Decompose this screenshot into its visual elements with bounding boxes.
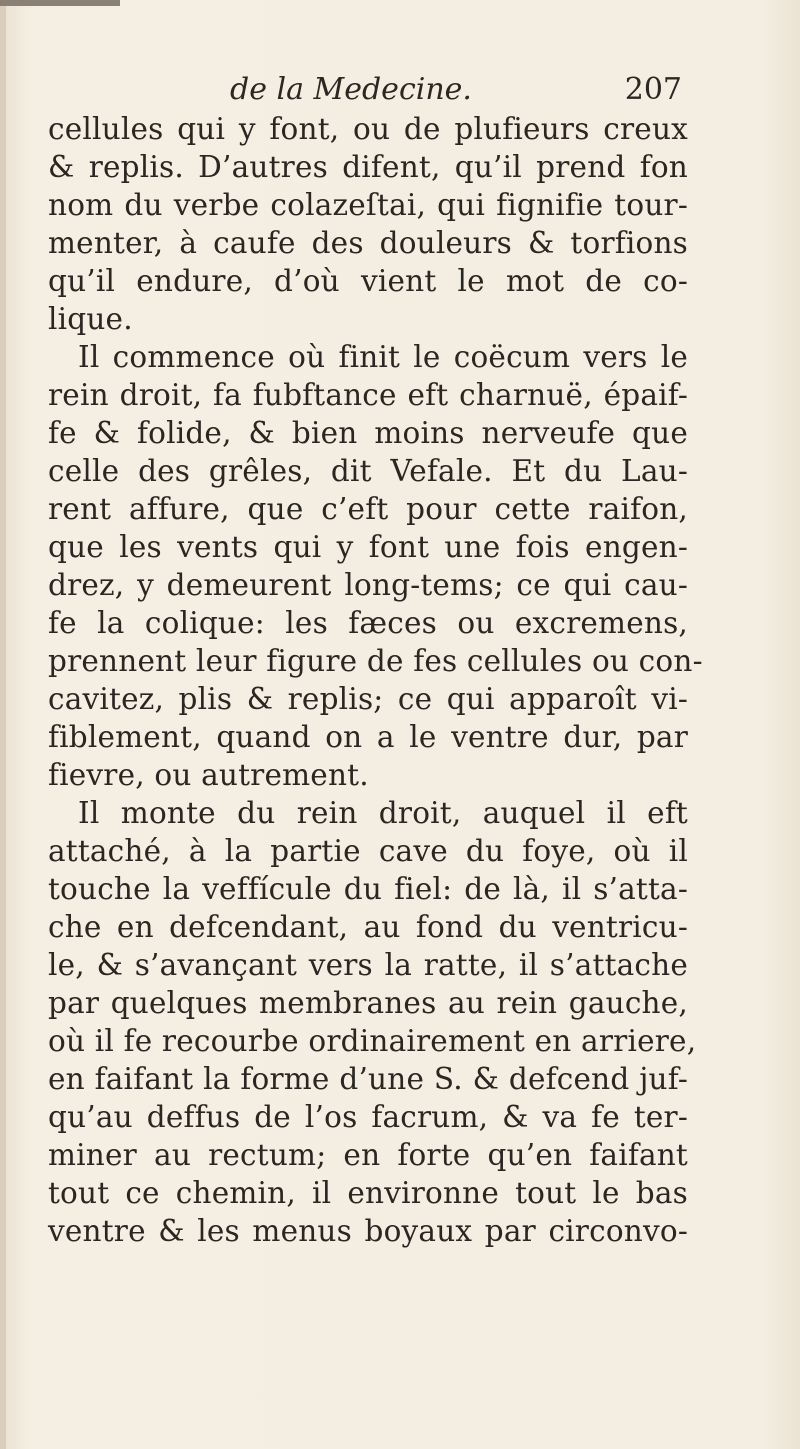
body-text bbox=[48, 110, 703, 1340]
text-line: attaché, à la partie cave du foye, où il bbox=[48, 834, 688, 868]
text-line: le, & s’avançant vers la ratte, il s’attache bbox=[48, 948, 688, 982]
text-line: che en defcendant, au fond du ventricu- bbox=[48, 910, 688, 944]
text-line: qu’au deffus de l’os facrum, & va fe ter- bbox=[48, 1100, 688, 1134]
text-line: nom du verbe colazeſtai, qui fignifie tour- bbox=[48, 188, 688, 222]
text-line: par quelques membranes au rein gauche, bbox=[48, 986, 688, 1020]
text-line: en faifant la forme d’une S. & defcend juf- bbox=[48, 1062, 688, 1096]
text-line: cavitez, plis & replis; ce qui apparoît vi- bbox=[48, 682, 688, 716]
text-line: Il monte du rein droit, auquel il eft bbox=[78, 796, 688, 830]
running-title: de la Medecine. bbox=[230, 72, 472, 107]
text-line: qu’il endure, d’où vient le mot de co- bbox=[48, 264, 688, 298]
text-line: lique. bbox=[48, 302, 133, 336]
text-line: Il commence où finit le coëcum vers le bbox=[78, 340, 688, 374]
text-line: que les vents qui y font une fois engen- bbox=[48, 530, 688, 564]
text-line: rent affure, que c’eft pour cette raifon, bbox=[48, 492, 688, 526]
page-gutter bbox=[0, 0, 6, 1449]
text-line: miner au rectum; en forte qu’en faifant bbox=[48, 1138, 688, 1172]
text-line: touche la veffícule du fiel: de là, il s’atta- bbox=[48, 872, 688, 906]
text-line: cellules qui y font, ou de plufieurs creux bbox=[48, 112, 688, 146]
text-line: fiblement, quand on a le ventre dur, par bbox=[48, 720, 688, 754]
text-line: ventre & les menus boyaux par circonvo- bbox=[48, 1214, 688, 1248]
text-line: fievre, ou autrement. bbox=[48, 758, 369, 792]
text-line: drez, y demeurent long-tems; ce qui cau- bbox=[48, 568, 688, 602]
text-line: prennent leur figure de fes cellules ou con- bbox=[48, 644, 703, 678]
text-line: tout ce chemin, il environne tout le bas bbox=[48, 1176, 688, 1210]
text-line: où il fe recourbe ordinairement en arriere, bbox=[48, 1024, 697, 1058]
page-number: 207 bbox=[624, 72, 682, 107]
text-line: fe & folide, & bien moins nerveufe que bbox=[48, 416, 688, 450]
text-line: & replis. D’autres difent, qu’il prend fon bbox=[48, 150, 688, 184]
text-line: fe la colique: les fæces ou excremens, bbox=[48, 606, 688, 640]
page-top-edge bbox=[0, 0, 120, 6]
text-line: celle des grêles, dit Vefale. Et du Lau- bbox=[48, 454, 688, 488]
text-line: rein droit, fa fubftance eft charnuë, épaif- bbox=[48, 378, 688, 412]
text-line: menter, à caufe des douleurs & torfions bbox=[48, 226, 688, 260]
